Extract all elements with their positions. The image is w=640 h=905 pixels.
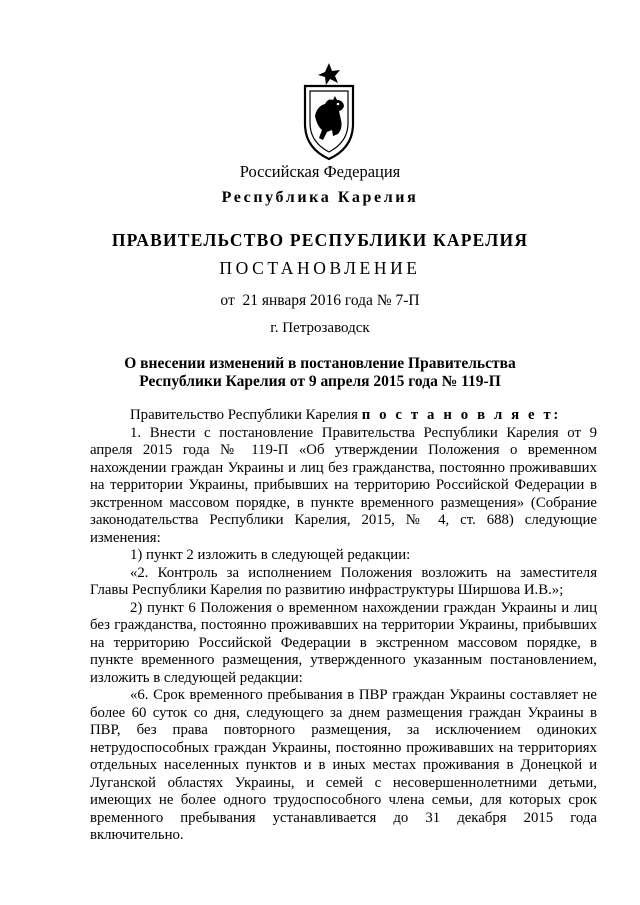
- republic-name: Республика Карелия: [221, 189, 419, 206]
- paragraph-1: 1. Внести с постановление Правительства Республики Карелия от 9 апреля 2015 года № 119-П «Об утверждении Положения о временном нахождении граждан Украины и лиц без гражданства, постоянно проживавших на территории Украины, прибывших на территорию Российской Федерации в экстренном массовом порядке, в пункте временного размещения» (Собрание законодательства Республики Карелия, 2015, № 4, ст. 688) следующие изменения:: [90, 424, 597, 546]
- city: г. Петрозаводск: [270, 320, 370, 336]
- paragraph-2: 1) пункт 2 изложить в следующей редакции:: [130, 547, 411, 563]
- government-heading: ПРАВИТЕЛЬСТВО РЕСПУБЛИКИ КАРЕЛИЯ: [111, 230, 529, 250]
- title-line-1: О внесении изменений в постановление Правительства: [124, 355, 516, 372]
- decree-word: п о с т а н о в л я е т:: [361, 407, 561, 423]
- paragraph-4: 2) пункт 6 Положения о временном нахождении граждан Украины и лиц без гражданства, постоянно проживавших на территории Украины, прибывших на территорию Российской Федерации в экстренном массовом порядке, в пункте временного размещения, утвержденного указанным постановлением, изложить в следующей редакции:: [90, 599, 597, 686]
- document-type: ПОСТАНОВЛЕНИЕ: [219, 258, 421, 278]
- document-body: [90, 407, 597, 845]
- paragraph-3: «2. Контроль за исполнением Положения возложить на заместителя Главы Республики Карелия по развитию инфраструктуры Ширшова И.В.»;: [90, 564, 597, 598]
- karelia-coat-of-arms-emblem: [297, 62, 361, 162]
- intro-prefix: Правительство Республики Карелия: [130, 407, 362, 423]
- intro-paragraph: [90, 407, 597, 425]
- date-and-number: от 21 января 2016 года № 7-П: [220, 292, 420, 309]
- document-title: [0, 355, 640, 391]
- title-line-2: Республики Карелия от 9 апреля 2015 года № 119-П: [139, 373, 501, 390]
- paragraph-5: «6. Срок временного пребывания в ПВР граждан Украины составляет не более 60 суток со дня, следующего за днем размещения граждан Украины в ПВР, без права повторного размещения, за исключением одиноких нетрудоспособных граждан Украины, постоянно проживавших на территориях отдельных населенных пунктов и в иных местах проживания в Донецкой и Луганской областях Украины, и семей с несовершеннолетними детьми, имеющих не более одного трудоспособного члена семьи, для которых срок временного пребывания устанавливается до 31 декабря 2015 года включительно.: [90, 687, 597, 843]
- country-name: Российская Федерация: [239, 162, 401, 181]
